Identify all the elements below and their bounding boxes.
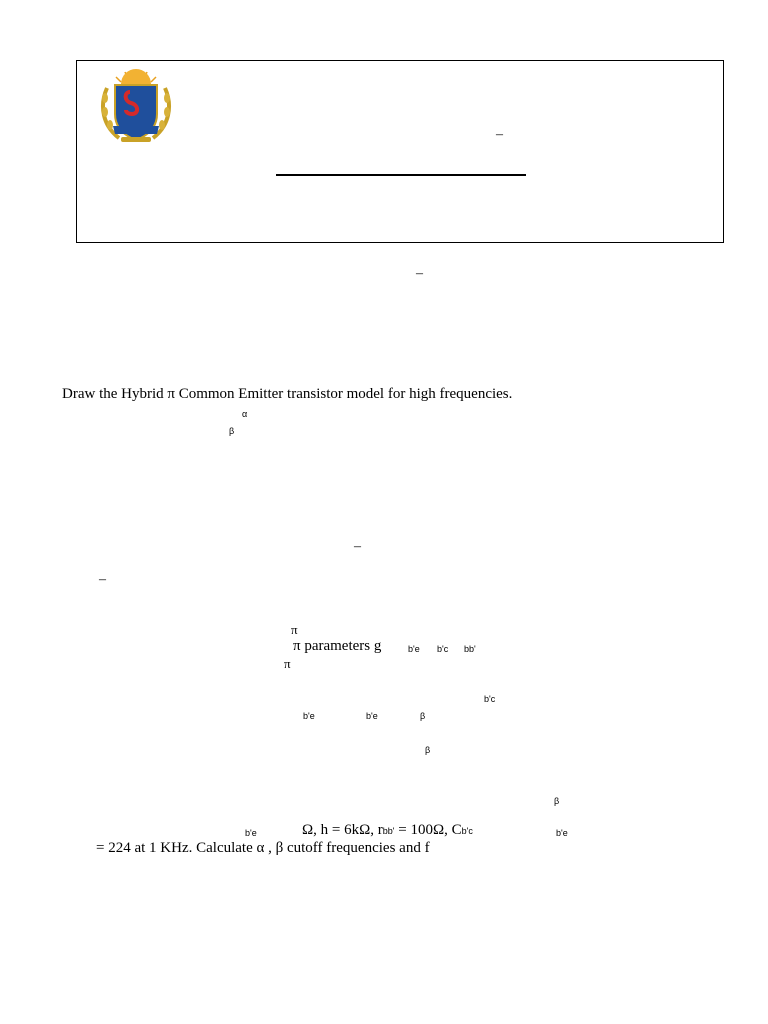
beta-symbol-2: β — [420, 711, 426, 721]
subscript-be-4: b'e — [245, 828, 257, 838]
subscript-be-5: b'e — [556, 828, 568, 838]
subscript-bc-3: b'c — [461, 826, 473, 836]
alpha-symbol: α — [242, 409, 248, 419]
pi-symbol-2: π — [284, 656, 291, 671]
dash-3: – — [99, 572, 106, 587]
subscript-bb-2: bb' — [382, 826, 395, 836]
subscript-bb-1: bb' — [464, 644, 476, 654]
equals-100-text: = 100Ω, C — [394, 822, 462, 838]
dash-1: – — [416, 266, 423, 281]
beta-symbol: β — [229, 426, 235, 436]
pi-symbol-1: π — [291, 622, 298, 637]
subscript-be-2: b'e — [303, 711, 315, 721]
beta-symbol-4: β — [554, 796, 560, 806]
subscript-bc-1: b'c — [437, 644, 449, 654]
subscript-be-1: b'e — [408, 644, 420, 654]
parameters-line-text: Ω, h = 6kΩ, r — [302, 822, 383, 838]
question-hybrid-pi: Draw the Hybrid π Common Emitter transistor model for high frequencies. — [62, 386, 513, 402]
last-line-text: = 224 at 1 KHz. Calculate α , β cutoff frequencies and f — [96, 840, 430, 856]
parameters-line — [302, 823, 473, 838]
pi-parameters-text: π parameters g — [293, 638, 382, 654]
header-dash: – — [496, 127, 503, 142]
header-rule — [276, 174, 526, 176]
college-logo-icon — [97, 68, 175, 146]
dash-2: – — [354, 539, 361, 554]
subscript-bc-2: b'c — [484, 694, 496, 704]
subscript-be-3: b'e — [366, 711, 378, 721]
beta-symbol-3: β — [425, 745, 431, 755]
